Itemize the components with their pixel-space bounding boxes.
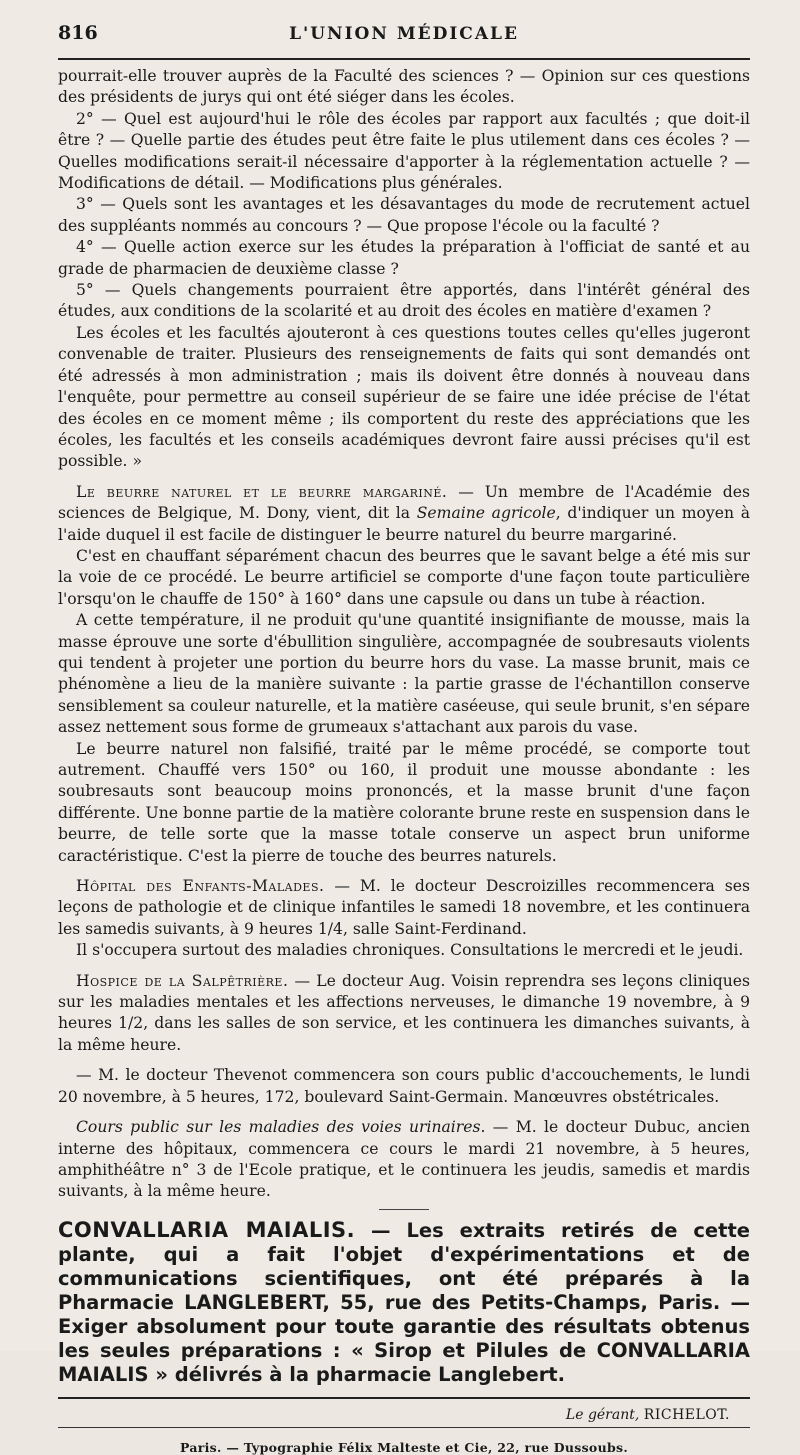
enfants-malades-heading: Hôpital des Enfants-Malades. [76,877,325,896]
beurre-heading: Le beurre naturel et le beurre margariné. [76,482,448,501]
paragraph-1: pourrait-elle trouver auprès de la Faculté des sciences ? — Opinion sur ces questions des présidents de jurys qui ont été siéger dans les écoles. [58,67,750,107]
page-number: 816 [58,22,98,44]
gerant-name: RICHELOT. [643,1406,730,1423]
section-separator [379,1209,429,1210]
footer-rule [58,1397,750,1399]
paragraph-beurre-naturel: Le beurre naturel non falsifié, traité par le même procédé, se comporte tout autrement. Chauffé vers 150° ou 160, il produit une mousse abondante : les soubresauts sont beaucoup moins prononcés, et la masse brunit d'une façon différente. Une bonne partie de la matière colorante brune reste en suspension dans le beurre, de telle sorte que la masse totale conserve un aspect brun uniforme caractéristique. C'est la pierre de touche des beurres naturels. [58,739,750,865]
salpetriere-heading: Hospice de la Salpêtrière. [76,971,289,990]
paragraph-conclusion: Les écoles et les facultés ajouteront à ces questions toutes celles qu'elles jugeront convenable de traiter. Plusieurs des renseignements de faits qui sont demandés ont été adressés à mon administration ; mais ils doivent être donnés à nouveau dans l'enquête, pour permettre au conseil supérieur de se faire une idée précise de l'état des écoles en ce moment même ; ils comportent du reste des appréciations que les écoles, les facultés et les conseils académiques devront faire aussi précises qu'il est possible. » [58,323,750,471]
ad-text: — Les extraits retirés de cette plante, qui a fait l'objet d'expérimentations et de communications scientifiques, ont été préparés à la Pharmacie LANGLEBERT, 55, rue des Petits-Champs, Paris. — Exiger absolument pour toute garantie des résultats obtenus les seules préparations : « Sirop et Pilules de CONVALLARIA MAIALIS » délivrés à la pharmacie Langlebert. [58,1218,750,1386]
paragraph-question-2: 2° — Quel est aujourd'hui le rôle des écoles par rapport aux facultés ; que doit-il être ? — Quelle partie des études peut être faite le plus utilement dans ces écoles ? — Quelles modifications serait-il nécessaire d'apporter à la réglementation actuelle ? — Modifications de détail. — Modifications plus générales. [58,109,750,193]
paragraph-question-5: 5° — Quels changements pourraient être apportés, dans l'intérêt général des études, aux conditions de la scolarité et au droit des écoles en matière d'examen ? [58,281,750,321]
enfants-malades-body: — M. le docteur Descroizilles recommencera ses leçons de pathologie et de clinique infantiles le samedi 18 novembre, et les continuera les samedis suivants, à 9 heures 1/4, salle Saint-Ferdinand. [58,877,751,938]
article-body [58,66,750,1203]
page-header [58,22,750,52]
ad-title: CONVALLARIA MAIALIS. [58,1217,356,1242]
enfants-malades-paragraph [58,876,750,940]
printer-imprint: Paris. — Typographie Félix Malteste et Cie, 22, rue Dussoubs. [179,1439,628,1455]
paragraph-question-4: 4° — Quelle action exerce sur les études la préparation à l'officiat de santé et au grade de pharmacien de deuxième classe ? [58,238,750,278]
salpetriere-paragraph [58,971,750,1057]
beurre-body-2: , d'indiquer un moyen à l'aide duquel il est facile de distinguer le beurre naturel du beurre margariné. [58,504,750,544]
beurre-body: — Un membre de l'Académie des sciences de Belgique, M. Dony, vient, dit la [58,482,750,523]
running-title: L'UNION MÉDICALE [289,24,519,44]
advertisement [58,1218,750,1387]
salpetriere-body: — Le docteur Aug. Voisin reprendra ses leçons cliniques sur les maladies mentales et les affections nerveuses, le dimanche 19 novembre, à 9 heures 1/2, dans les salles de son service, et les continuera les dimanches suivants, à la même heure. [58,971,750,1054]
paragraph-thevenot: — M. le docteur Thevenot commencera son cours public d'accouchements, le lundi 20 novembre, à 5 heures, 172, boulevard Saint-Germain. Manœuvres obstétricales. [58,1066,750,1106]
beurre-journal: Semaine agricole [416,504,556,523]
header-rule [58,58,750,60]
beurre-paragraph [58,482,750,546]
cours-body: — M. le docteur Dubuc, ancien interne des hôpitaux, commencera ce cours le mardi 21 novembre, à 5 heures, amphithéâtre n° 3 de l'Ecole pratique, et le continuera les jeudis, samedis et mardis suivants, à la même heure. [58,1118,750,1201]
paragraph-consultations: Il s'occupera surtout des maladies chroniques. Consultations le mercredi et le jeudi. [76,941,744,960]
cours-paragraph [58,1117,750,1203]
gerant-line [58,1407,750,1423]
paragraph-procede: C'est en chauffant séparément chacun des beurres que le savant belge a été mis sur la voie de ce procédé. Le beurre artificiel se comporte d'une façon toute particulière l'orsqu'on le chauffe de 150° à 160° dans une capsule ou dans un tube à réaction. [58,546,750,608]
gerant-label: Le gérant, [565,1406,640,1423]
paragraph-question-3: 3° — Quels sont les avantages et les désavantages du mode de recrutement actuel des suppléants nommés au concours ? — Que propose l'école ou la faculté ? [58,195,750,235]
paragraph-temperature: A cette température, il ne produit qu'une quantité insignifiante de mousse, mais la masse éprouve une sorte d'ébullition singulière, accompagnée de soubresauts violents qui tendent à projeter une portion du beurre hors du vase. La masse brunit, mais ce phénomène a lieu de la manière suivante : la partie grasse de l'échantillon conserve sensiblement sa couleur naturelle, et la matière caséeuse, qui seule brunit, s'en sépare assez nettement sous forme de grumeaux s'attachant aux parois du vase. [58,611,750,737]
cours-heading: Cours public sur les maladies des voies urinaires. [76,1118,486,1137]
footer-rule-thin [58,1427,750,1428]
